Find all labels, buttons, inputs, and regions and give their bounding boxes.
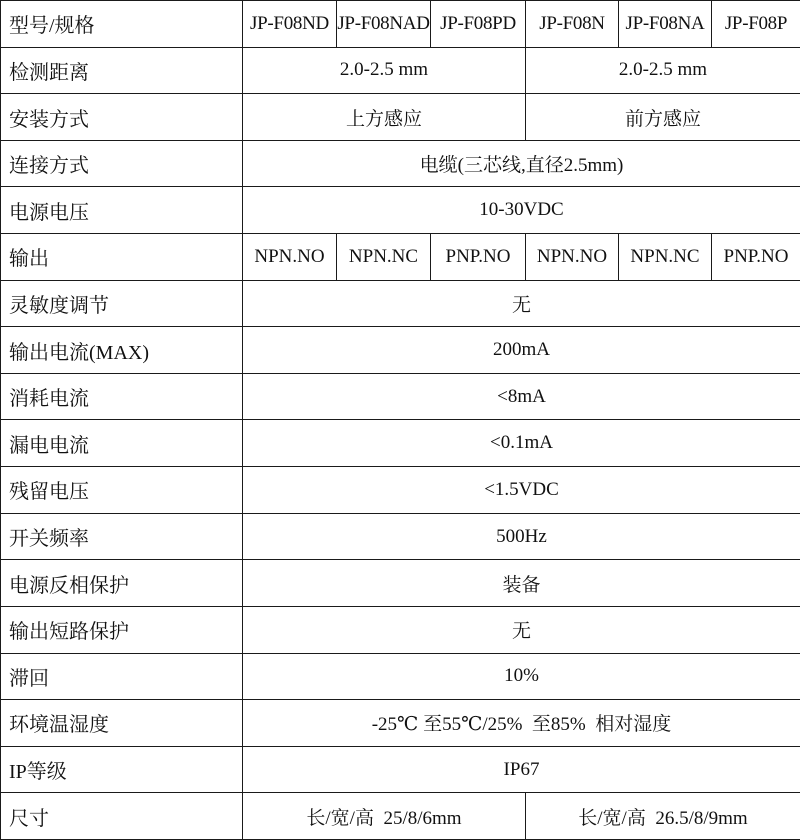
- value-cell: -25℃ 至55℃/25% 至85% 相对湿度: [243, 700, 800, 747]
- value-cell: 200mA: [243, 327, 800, 374]
- row-label: 尺寸: [1, 793, 243, 840]
- hysteresis-row: [1, 653, 800, 700]
- ip-rating-row: [1, 746, 800, 793]
- output-cell: PNP.NO: [712, 234, 800, 281]
- row-label: 滞回: [1, 653, 243, 700]
- row-label: 电源电压: [1, 187, 243, 234]
- row-label: IP等级: [1, 746, 243, 793]
- row-label: 环境温湿度: [1, 700, 243, 747]
- row-label: 开关频率: [1, 513, 243, 560]
- model-cell: JP-F08PD: [431, 1, 526, 48]
- switching-frequency-row: [1, 513, 800, 560]
- value-cell: 500Hz: [243, 513, 800, 560]
- mounting-row: [1, 94, 800, 141]
- row-label: 电源反相保护: [1, 560, 243, 607]
- row-label: 输出电流(MAX): [1, 327, 243, 374]
- value-cell: 10-30VDC: [243, 187, 800, 234]
- value-cell: <1.5VDC: [243, 467, 800, 514]
- output-cell: PNP.NO: [431, 234, 526, 281]
- row-label: 输出短路保护: [1, 606, 243, 653]
- supply-voltage-row: [1, 187, 800, 234]
- model-cell: JP-F08NAD: [337, 1, 431, 48]
- value-cell: 上方感应: [243, 94, 526, 141]
- value-cell: 2.0-2.5 mm: [526, 47, 800, 94]
- row-label: 检测距离: [1, 47, 243, 94]
- leakage-current-row: [1, 420, 800, 467]
- short-circuit-protection-row: [1, 606, 800, 653]
- header-label: 型号/规格: [1, 1, 243, 48]
- value-cell: IP67: [243, 746, 800, 793]
- value-cell: 无: [243, 606, 800, 653]
- reverse-protection-row: [1, 560, 800, 607]
- row-label: 输出: [1, 234, 243, 281]
- dimensions-row: [1, 793, 800, 840]
- value-cell: <8mA: [243, 373, 800, 420]
- model-cell: JP-F08N: [526, 1, 619, 48]
- model-cell: JP-F08P: [712, 1, 800, 48]
- consumption-current-row: [1, 373, 800, 420]
- output-current-row: [1, 327, 800, 374]
- row-label: 残留电压: [1, 467, 243, 514]
- output-cell: NPN.NC: [619, 234, 712, 281]
- value-cell: 长/宽/高 26.5/8/9mm: [526, 793, 800, 840]
- value-cell: 电缆(三芯线,直径2.5mm): [243, 140, 800, 187]
- row-label: 消耗电流: [1, 373, 243, 420]
- sensitivity-row: [1, 280, 800, 327]
- value-cell: 2.0-2.5 mm: [243, 47, 526, 94]
- output-cell: NPN.NO: [526, 234, 619, 281]
- model-cell: JP-F08NA: [619, 1, 712, 48]
- header-row: [1, 1, 800, 48]
- residual-voltage-row: [1, 467, 800, 514]
- value-cell: 长/宽/高 25/8/6mm: [243, 793, 526, 840]
- row-label: 灵敏度调节: [1, 280, 243, 327]
- value-cell: 无: [243, 280, 800, 327]
- connection-row: [1, 140, 800, 187]
- value-cell: 装备: [243, 560, 800, 607]
- output-cell: NPN.NC: [337, 234, 431, 281]
- row-label: 安装方式: [1, 94, 243, 141]
- output-cell: NPN.NO: [243, 234, 337, 281]
- environment-row: [1, 700, 800, 747]
- detection-distance-row: [1, 47, 800, 94]
- value-cell: 10%: [243, 653, 800, 700]
- row-label: 连接方式: [1, 140, 243, 187]
- row-label: 漏电电流: [1, 420, 243, 467]
- output-row: [1, 234, 800, 281]
- value-cell: <0.1mA: [243, 420, 800, 467]
- model-cell: JP-F08ND: [243, 1, 337, 48]
- value-cell: 前方感应: [526, 94, 800, 141]
